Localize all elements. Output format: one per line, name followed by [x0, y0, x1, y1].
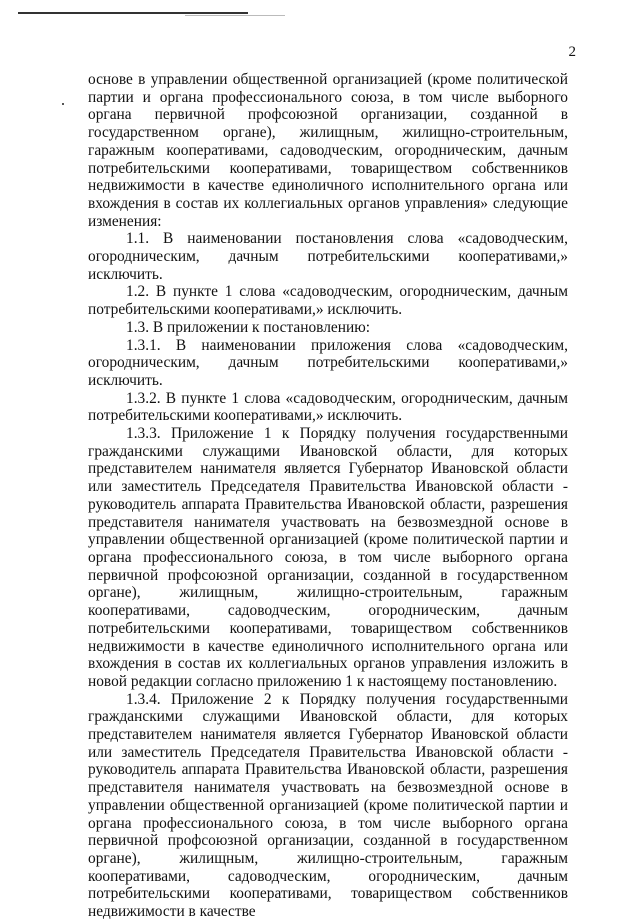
top-scan-rule-faint: [185, 15, 285, 16]
paragraph-item-1-3-2: 1.3.2. В пункте 1 слова «садоводческим, огородническим, дачным потребительскими кооперативами,» исключить.: [88, 389, 568, 425]
paragraph-item-1-3-3: 1.3.3. Приложение 1 к Порядку получения государственными гражданскими служащими Ивановской области, для которых представителем нанимателя является Губернатор Ивановской области или заместитель Председателя Правительства Ивановской области - руководитель аппарата Правительства Ивановской области, разрешения представителя нанимателя участвовать на безвозмездной основе в управлении общественной организацией (кроме политической партии и органа профессионального союза, в том числе выборного органа первичной профсоюзной организации, созданной в государственном органе), жилищным, жилищно-строительным, гаражным кооперативами, садоводческим, огородническим, дачным потребительскими кооперативами, товариществом собственников недвижимости в качестве единоличного исполнительного органа или вхождения в состав их коллегиальных органов управления изложить в новой редакции согласно приложению 1 к настоящему постановлению.: [88, 425, 568, 690]
top-scan-rule: [18, 12, 248, 14]
paragraph-item-1-2: 1.2. В пункте 1 слова «садоводческим, огородническим, дачным потребительскими кооперативами,» исключить.: [88, 283, 568, 319]
page-number: 2: [568, 44, 576, 60]
paragraph-item-1-3-4: 1.3.4. Приложение 2 к Порядку получения государственными гражданскими служащими Ивановской области, для которых представителем нанимателя является Губернатор Ивановской области или заместитель Председателя Правительства Ивановской области - руководитель аппарата Правительства Ивановской области, разрешения представителя нанимателя участвовать на безвозмездной основе в управлении общественной организацией (кроме политической партии и органа профессионального союза, в том числе выборного органа первичной профсоюзной организации, созданной в государственном органе), жилищным, жилищно-строительным, гаражным кооперативами, садоводческим, огородническим, дачным потребительскими кооперативами, товариществом собственников недвижимости в качестве: [88, 690, 568, 921]
paragraph-item-1-1: 1.1. В наименовании постановления слова «садоводческим, огородническим, дачным потребительскими кооперативами,» исключить.: [88, 230, 568, 283]
paragraph-item-1-3-1: 1.3.1. В наименовании приложения слова «садоводческим, огородническим, дачным потребительскими кооперативами,» исключить.: [88, 336, 568, 389]
paragraph-continuation: основе в управлении общественной организацией (кроме политической партии и органа профессионального союза, в том числе выборного органа первичной профсоюзной организации, созданной в государственном органе), жилищным, жилищно-строительным, гаражным кооперативами, садоводческим, огородническим, дачным потребительскими кооперативами, товариществом собственников недвижимости в качестве единоличного исполнительного органа или вхождения в состав их коллегиальных органов управления» следующие изменения:: [88, 71, 568, 230]
paragraph-item-1-3: 1.3. В приложении к постановлению:: [126, 318, 370, 336]
margin-scan-dot: [62, 103, 64, 105]
document-body: [88, 71, 568, 921]
